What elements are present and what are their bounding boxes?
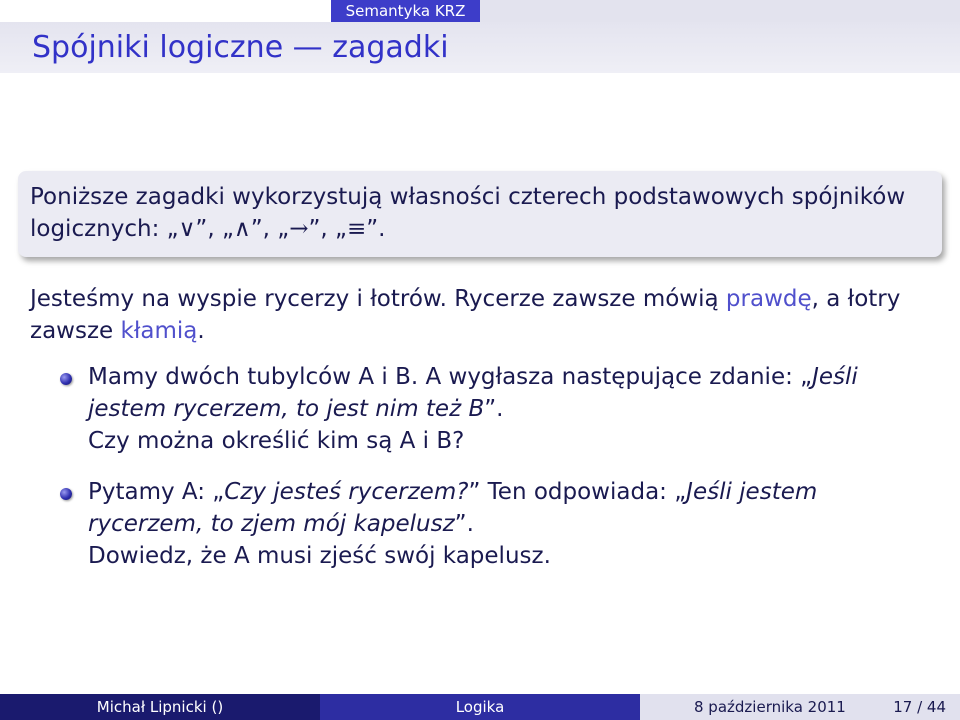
truth-highlight: prawdę (725, 286, 812, 312)
quote: Czy jesteś rycerzem? (224, 479, 469, 505)
block-intro: Poniższe zagadki wykorzystują własności czterech podstawowych spójników logicznych: (30, 184, 906, 242)
page-number: 17 / 44 (893, 698, 946, 716)
bullet-icon (60, 488, 72, 500)
quote: Jeśli jestem rycerzem, to jest nim też B (88, 364, 858, 422)
list-item: Mamy dwóch tubylców A i B. A wygłasza następujące zdanie: „Jeśli jestem rycerzem, to jest nim też B”. Czy można określić kim są A i B? (88, 364, 858, 454)
connective-implies: → (289, 216, 309, 242)
bullet-icon (60, 373, 72, 385)
connective-and: ∧ (233, 216, 251, 242)
footer-bar (0, 694, 960, 720)
header-filler (480, 0, 960, 22)
frame-title: Spójniki logiczne — zagadki (32, 30, 449, 65)
section-tab[interactable]: Semantyka KRZ (331, 0, 480, 22)
footer-course: Logika (320, 694, 640, 720)
quote: Jeśli jestem rycerzem, to zjem mój kapelusz (88, 479, 818, 537)
context-paragraph: Jesteśmy na wyspie rycerzy i łotrów. Rycerze zawsze mówią prawdę, a łotry zawsze kłamią. (30, 286, 901, 344)
task: Dowiedz, że A musi zjeść swój kapelusz. (88, 543, 551, 569)
connective-or: ∨ (178, 216, 196, 242)
lie-highlight: kłamią (120, 318, 198, 344)
question: Czy można określić kim są A i B? (88, 428, 465, 454)
header-bar (0, 0, 960, 22)
info-block-text: Poniższe zagadki wykorzystują własności czterech podstawowych spójników logicznych: „∨”, „∧”, „→”, „≡”. (30, 184, 906, 242)
connective-equiv: ≡ (346, 216, 367, 242)
footer-info (640, 694, 960, 720)
list-item: Pytamy A: „Czy jesteś rycerzem?” Ten odpowiada: „Jeśli jestem rycerzem, to zjem mój kapelusz”. Dowiedz, że A musi zjeść swój kapelusz. (88, 479, 818, 569)
info-block (18, 171, 942, 257)
footer-author: Michał Lipnicki () (0, 694, 320, 720)
footer-date: 8 października 2011 (694, 698, 846, 716)
